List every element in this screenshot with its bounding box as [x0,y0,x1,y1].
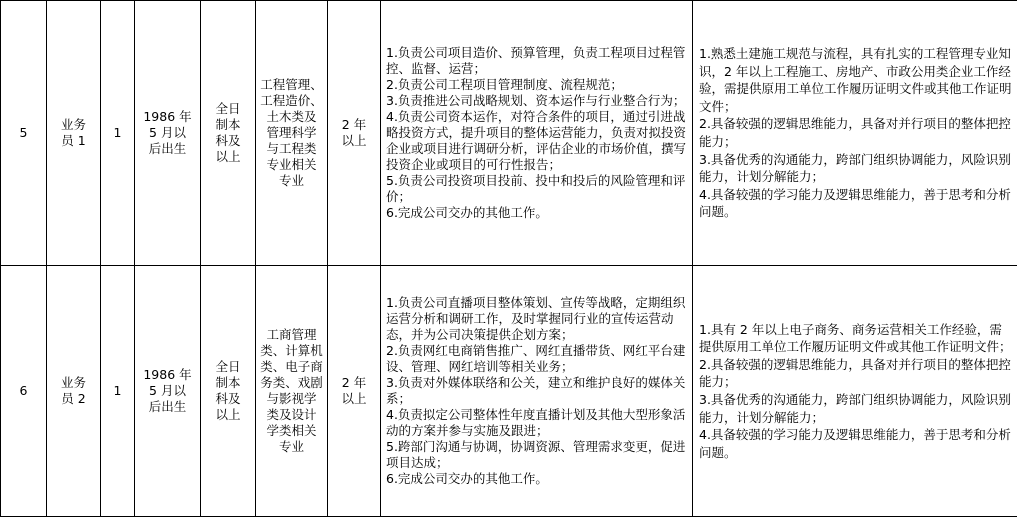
major-line: 与影视学 [266,391,317,406]
requirement-item: 1.具有 2 年以上电子商务、商务运营相关工作经验，需提供原用工单位工作履历证明文件或其他工作证明文件； [699,321,1012,355]
row-index-cell [1,1,47,266]
education-line: 科及 [215,133,241,148]
age-line: 5 月以 [149,383,186,398]
experience-line: 以上 [341,391,367,406]
duties-cell [381,266,693,517]
major-line: 类、计算机 [260,343,323,358]
requirement-item: 3.具备优秀的沟通能力，跨部门组织协调能力，风险识别能力，计划分解能力； [699,392,1011,425]
experience-line: 2 年 [341,375,367,390]
position-line: 业务 [60,117,86,132]
age-cell [135,266,201,517]
duty-item: 4.负责公司资本运作，对符合条件的项目，通过引进战略投资方式，提升项目的整体运营能力，负责对拟投资企业或项目进行调研分析，评估企业的市场价值，撰写投资企业或项目的可行性报告； [386,109,687,172]
age-line: 后出生 [148,141,187,156]
duty-item: 1.负责公司项目造价、预算管理，负责工程项目过程管控、监督、运营； [386,45,686,76]
age-line: 1986 年 [143,109,192,124]
position-line: 业务 [60,375,86,390]
requirements-cell [693,1,1017,266]
major-line: 学类相关 [266,423,317,438]
education-line: 制本 [215,375,241,390]
education-cell [201,266,256,517]
duty-item: 4.负责拟定公司整体性年度直播计划及其他大型形象活动的方案并参与实施及跟进； [386,407,686,438]
headcount: 1 [113,383,122,398]
experience-line: 2 年 [341,117,367,132]
row-index: 6 [19,383,28,398]
row-index-cell [1,266,47,517]
major-line: 专业 [278,439,304,454]
duties-cell [381,1,693,266]
duty-item: 3.负责对外媒体联络和公关，建立和维护良好的媒体关系； [386,375,686,406]
duty-item: 2.负责网红电商销售推广、网红直播带货、网红平台建设、管理、网红培训等相关业务； [386,343,686,374]
major-line: 管理科学 [266,125,317,140]
row-index: 5 [19,125,28,140]
duty-item: 5.跨部门沟通与协调，协调资源、管理需求变更，促进项目达成； [386,439,686,470]
education-cell [201,1,256,266]
requirement-item: 2.具备较强的逻辑思维能力，具备对并行项目的整体把控能力； [699,116,1011,149]
major-line: 工程管理、 [260,77,323,92]
count-cell [101,1,135,266]
duty-item: 2.负责公司工程项目管理制度、流程规范； [386,77,623,92]
education-line: 科及 [215,391,241,406]
duty-item: 5.负责公司投资项目投前、投中和投后的风险管理和评价； [386,173,686,204]
age-line: 后出生 [148,399,187,414]
position-line: 员 1 [61,133,86,148]
headcount: 1 [113,125,122,140]
count-cell [101,266,135,517]
position-line: 员 2 [61,391,86,406]
major-line: 工程造价、 [260,93,323,108]
major-line: 专业相关 [266,157,317,172]
education-line: 制本 [215,117,241,132]
age-cell [135,1,201,266]
major-line: 专业 [278,173,304,188]
experience-line: 以上 [341,133,367,148]
age-line: 1986 年 [143,367,192,382]
major-line: 务类、戏剧 [260,375,323,390]
requirement-item: 3.具备优秀的沟通能力，跨部门组织协调能力，风险识别能力，计划分解能力； [699,151,1011,185]
requirement-item: 4.具备较强的学习能力及逻辑思维能力，善于思考和分析问题。 [699,427,1011,460]
major-line: 类及设计 [266,407,317,422]
education-line: 以上 [215,149,241,164]
duty-item: 1.负责公司直播项目整体策划、宣传等战略，定期组织运营分析和调研工作，及时掌握同行业的宣传运营动态，并为公司决策提供企划方案； [386,295,686,342]
education-line: 全日 [215,101,241,116]
duty-item: 6.完成公司交办的其他工作。 [386,205,548,220]
requirement-item: 2.具备较强的逻辑思维能力，具备对并行项目的整体把控能力； [699,356,1011,390]
experience-cell [328,266,381,517]
major-line: 与工程类 [266,141,317,156]
position-cell [47,1,101,266]
position-cell [47,266,101,517]
experience-cell [328,1,381,266]
major-cell [256,1,328,266]
age-line: 5 月以 [149,125,186,140]
education-line: 以上 [215,407,241,422]
major-line: 土木类及 [266,109,317,124]
duty-item: 6.完成公司交办的其他工作。 [386,471,548,486]
requirements-cell [693,266,1017,517]
major-cell [256,266,328,517]
major-line: 类、电子商 [260,359,323,374]
education-line: 全日 [215,359,241,374]
requirement-item: 1.熟悉土建施工规范与流程，具有扎实的工程管理专业知识，2 年以上工程施工、房地产、市政公用类企业工作经验，需提供原用工单位工作履历证明文件或其他工作证明文件； [699,46,1012,114]
duty-item: 3.负责推进公司战略规划、资本运作与行业整合行为； [386,93,686,108]
requirement-item: 4.具备较强的学习能力及逻辑思维能力，善于思考和分析问题。 [699,186,1011,220]
table-row [1,266,1017,517]
table-row [1,1,1017,266]
major-line: 工商管理 [266,327,317,342]
